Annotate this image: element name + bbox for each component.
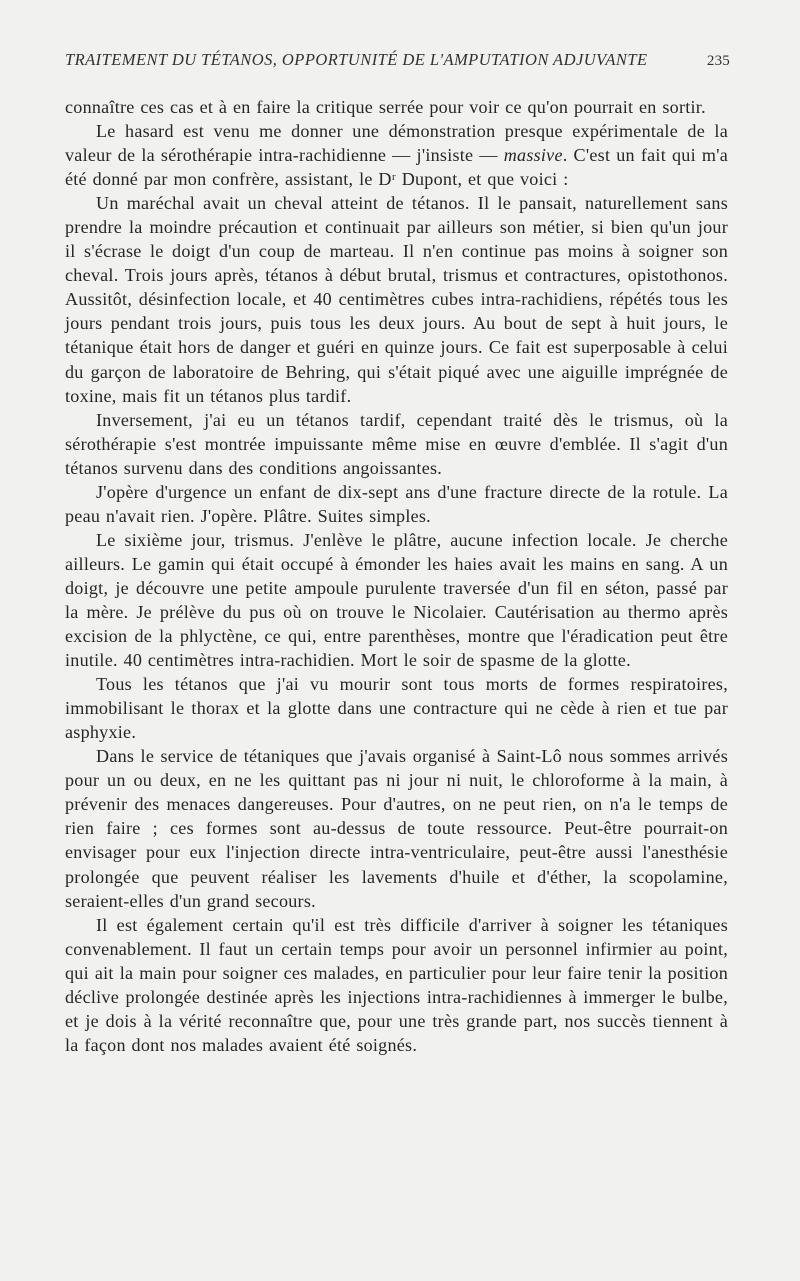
paragraph: Dans le service de tétaniques que j'avais organisé à Saint-Lô nous sommes arrivés pour un ou deux, en ne les quittant pas ni jour ni nuit, le chloroforme à la main, à prévenir des menaces dangereuses. Pour d'autres, on ne peut rien, on n'a le temps de rien faire ; ces formes sont au-dessus de toute ressource. Peut-être pourrait-on envisager pour eux l'injection directe intra-ventriculaire, peut-être aussi l'anesthésie prolongée que peuvent réaliser les lavements d'huile et d'éther, la scopolamine, seraient-elles d'un grand secours. (65, 746, 728, 911)
paragraph: Un maréchal avait un cheval atteint de tétanos. Il le pansait, naturellement sans prendre la moindre précaution et continuait par ailleurs son métier, si bien qu'un jour il s'écrase le doigt d'un coup de marteau. Il n'en continue pas moins à soigner son cheval. Trois jours après, tétanos à début brutal, trismus et contractures, opistothonos. Aussitôt, désinfection locale, et 40 centimètres cubes intra-rachidiens, répétés tous les jours pendant trois jours, puis tous les deux jours. Au bout de sept à huit jours, le tétanique était hors de danger et guéri en quinze jours. Ce fait est superposable à celui du garçon de laboratoire de Behring, qui s'était piqué avec une aiguille imprégnée de toxine, mais fit un tétanos plus tardif. (65, 193, 728, 406)
paragraph-text: Le hasard est venu me donner une démonstration presque expérimentale de la valeur de la sérothérapie intra-rachidienne — j'insiste — (65, 121, 728, 166)
paragraph: J'opère d'urgence un enfant de dix-sept ans d'une fracture directe de la rotule. La peau n'avait rien. J'opère. Plâtre. Suites simples. (65, 481, 728, 526)
paragraph: Tous les tétanos que j'ai vu mourir sont tous morts de formes respiratoires, immobilisant le thorax et la glotte dans une contracture qui ne cède à rien et tue par asphyxie. (65, 674, 728, 743)
paragraph (65, 119, 728, 191)
paragraph: Inversement, j'ai eu un tétanos tardif, cependant traité dès le trismus, où la sérothérapie s'est montrée impuissante même mise en œuvre d'emblée. Il s'agit d'un tétanos survenu dans des conditions angoissantes. (65, 409, 728, 478)
page-number: 235 (706, 53, 730, 69)
body-text (65, 95, 728, 1057)
paragraph: connaître ces cas et à en faire la critique serrée pour voir ce qu'on pourrait en sortir. (65, 97, 706, 117)
paragraph: Le sixième jour, trismus. J'enlève le plâtre, aucune infection locale. Je cherche ailleurs. Le gamin qui était occupé à émonder les haies avait les mains en sang. A un doigt, je découvre une petite ampoule purulente traversée d'un fil en séton, passé par la mère. Je prélève du pus où on trouve le Nicolaier. Cautérisation au thermo après excision de la phlyctène, ce qui, entre parenthèses, montre que l'éradication peut être inutile. 40 centimètres intra-rachidien. Mort le soir de spasme de la glotte. (65, 529, 728, 671)
paragraph: Il est également certain qu'il est très difficile d'arriver à soigner les tétaniques convenablement. Il faut un certain temps pour avoir un personnel infirmier au point, qui ait la main pour soigner ces malades, en particulier pour leur faire tenir la position déclive prolongée destinée après les injections intra-rachidiennes à immerger le bulbe, et je dois à la vérité reconnaître que, pour une très grande part, nos succès tiennent à la façon dont nos malades avaient été soignés. (65, 914, 728, 1055)
running-header (65, 46, 730, 75)
running-title: TRAITEMENT DU TÉTANOS, OPPORTUNITÉ DE L'AMPUTATION ADJUVANTE (65, 50, 648, 69)
paragraph-text: . C'est un fait qui m'a été donné par mon confrère, assistant, le Dʳ Dupont, et que voici : (65, 145, 728, 190)
emphasized-word: massive (503, 145, 563, 166)
